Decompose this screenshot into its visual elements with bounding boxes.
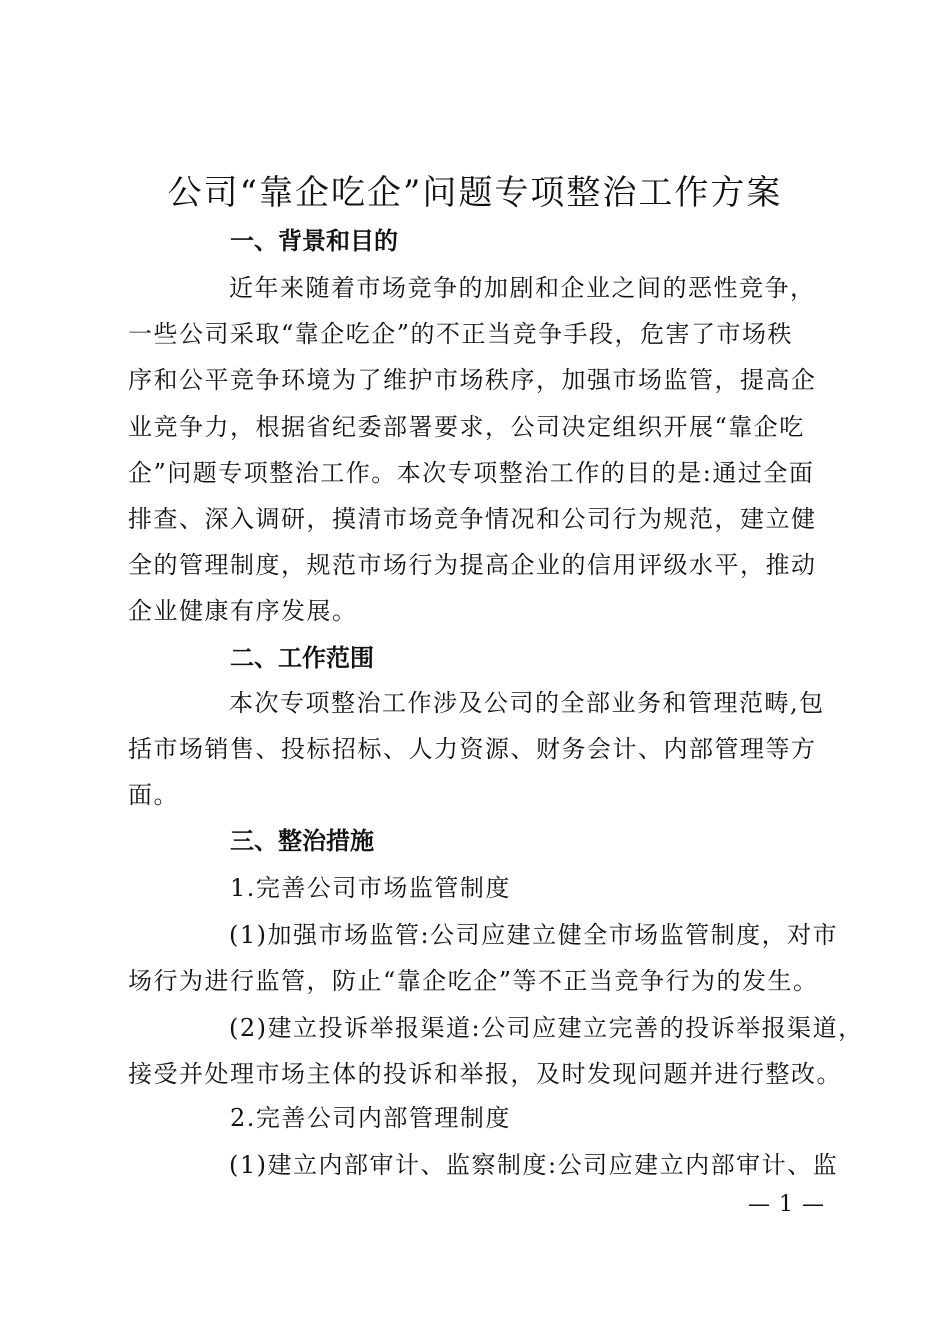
text-line: 括市场销售、投标招标、人力资源、财务会计、内部管理等方 — [128, 735, 817, 764]
paragraph-background — [128, 265, 828, 635]
page-number: — 1 — — [748, 1192, 825, 1217]
subheading-market-supervision: 1.完善公司市场监管制度 — [230, 874, 511, 902]
paragraph-market-supervision-item1 — [128, 912, 839, 1004]
section-heading-background: 一、背景和目的 — [230, 227, 398, 255]
text-line: 排查、深入调研，摸清市场竞争情况和公司行为规范，建立健 — [128, 505, 817, 534]
paragraph-internal-management-item1 — [128, 1142, 839, 1188]
section-heading-measures: 三、整治措施 — [230, 827, 374, 855]
paragraph-market-supervision-item2 — [128, 1005, 864, 1097]
text-line: (1)加强市场监管:公司应建立健全市场监管制度，对市 — [229, 921, 839, 949]
text-line: 一些公司采取“靠企吃企”的不正当竞争手段，危害了市场秩 — [128, 320, 794, 349]
text-line: 序和公平竞争环境为了维护市场秩序，加强市场监管，提高企 — [128, 366, 817, 395]
text-line: 企”问题专项整治工作。本次专项整治工作的目的是:通过全面 — [128, 458, 815, 487]
text-line: 业竞争力，根据省纪委部署要求，公司决定组织开展“靠企吃 — [128, 412, 805, 441]
document-title: 公司“靠企吃企”问题专项整治工作方案 — [167, 173, 783, 213]
text-line: 场行为进行监管，防止“靠企吃企”等不正当竞争行为的发生。 — [128, 967, 819, 996]
paragraph-scope — [128, 680, 828, 819]
text-line: 面。 — [128, 781, 179, 810]
text-line: (2)建立投诉举报渠道:公司应建立完善的投诉举报渠道， — [229, 1014, 864, 1042]
text-line: 接受并处理市场主体的投诉和举报，及时发现问题并进行整改。 — [128, 1060, 842, 1089]
text-line: 企业健康有序发展。 — [128, 597, 358, 626]
text-line: 本次专项整治工作涉及公司的全部业务和管理范畴,包 — [229, 689, 825, 717]
text-line: 全的管理制度，规范市场行为提高企业的信用评级水平，推动 — [128, 551, 817, 580]
text-line: (1)建立内部审计、监察制度:公司应建立内部审计、监 — [229, 1151, 839, 1179]
section-heading-scope: 二、工作范围 — [230, 644, 374, 672]
text-line: 近年来随着市场竞争的加剧和企业之间的恶性竞争， — [229, 274, 816, 302]
subheading-internal-management: 2.完善公司内部管理制度 — [230, 1104, 511, 1132]
